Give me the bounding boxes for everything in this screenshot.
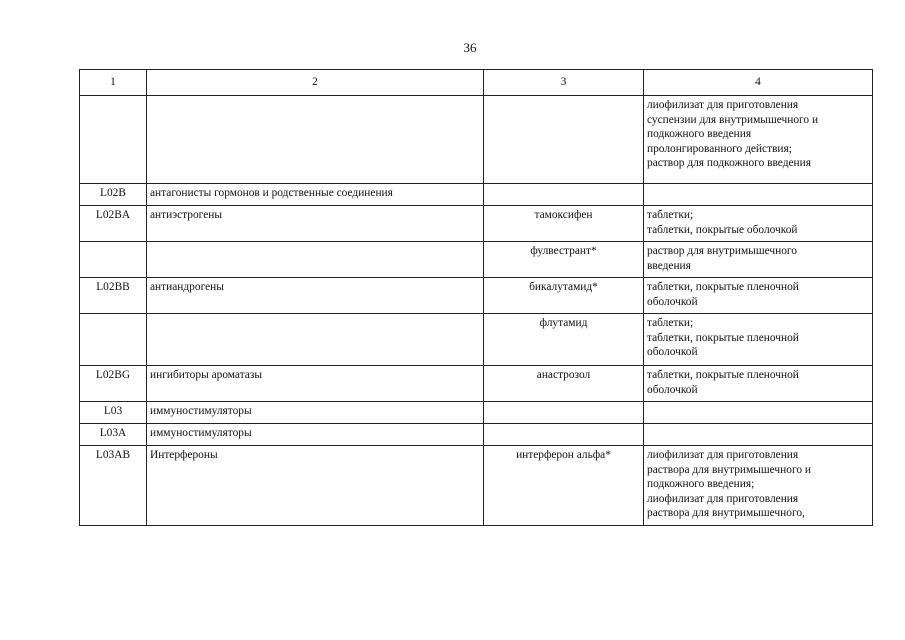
dosage-form-line: таблетки, покрытые пленочной bbox=[647, 331, 799, 344]
dosage-form-cell bbox=[644, 366, 873, 402]
header-cell-3: 3 bbox=[484, 70, 644, 96]
dosage-form-cell bbox=[644, 206, 873, 242]
table-row bbox=[80, 446, 873, 526]
dosage-form-cell bbox=[644, 242, 873, 278]
drug-name-cell: бикалутамид* bbox=[484, 278, 644, 314]
dosage-form-cell bbox=[644, 278, 873, 314]
group-name-cell bbox=[147, 242, 484, 278]
dosage-form-cell bbox=[644, 184, 873, 206]
group-name-cell: антиэстрогены bbox=[147, 206, 484, 242]
dosage-form-line: таблетки; bbox=[647, 209, 694, 221]
drug-name-cell: анастрозол bbox=[484, 366, 644, 402]
dosage-form-line: раствор для внутримышечного bbox=[647, 245, 797, 257]
drug-name-cell: флутамид bbox=[484, 314, 644, 366]
header-row bbox=[80, 70, 873, 96]
table-row bbox=[80, 314, 873, 366]
dosage-form-line: таблетки; bbox=[647, 317, 694, 329]
dosage-form-cell bbox=[644, 424, 873, 446]
dosage-form-line: раствора для внутримышечного, bbox=[647, 507, 805, 520]
group-name-cell bbox=[147, 314, 484, 366]
dosage-form-line: лиофилизат для приготовления bbox=[647, 492, 799, 505]
dosage-form-line: таблетки, покрытые пленочной bbox=[647, 281, 799, 293]
dosage-form-line: оболочкой bbox=[647, 383, 698, 396]
table-row bbox=[80, 424, 873, 446]
drug-name-cell bbox=[484, 424, 644, 446]
atc-code-cell: L03AB bbox=[80, 446, 147, 526]
dosage-form-cell bbox=[644, 314, 873, 366]
table-row bbox=[80, 184, 873, 206]
drug-name-cell: интерферон альфа* bbox=[484, 446, 644, 526]
dosage-form-line: раствора для внутримышечного и bbox=[647, 463, 811, 476]
drug-table bbox=[79, 69, 873, 526]
table-row bbox=[80, 242, 873, 278]
dosage-form-line: введения bbox=[647, 259, 691, 272]
dosage-form-line: суспензии для внутримышечного и bbox=[647, 113, 819, 126]
dosage-form-line: подкожного введения bbox=[647, 128, 752, 141]
group-name-cell: Интерфероны bbox=[147, 446, 484, 526]
dosage-form-line: раствор для подкожного введения bbox=[647, 157, 811, 170]
dosage-form-line: таблетки, покрытые пленочной bbox=[647, 369, 799, 381]
table-row bbox=[80, 366, 873, 402]
dosage-form-line: пролонгированного действия; bbox=[647, 142, 792, 155]
dosage-form-line: лиофилизат для приготовления bbox=[647, 99, 799, 111]
header-cell-4: 4 bbox=[644, 70, 873, 96]
atc-code-cell: L02BG bbox=[80, 366, 147, 402]
atc-code-cell bbox=[80, 242, 147, 278]
table-row bbox=[80, 278, 873, 314]
dosage-form-cell bbox=[644, 446, 873, 526]
group-name-cell: иммуностимуляторы bbox=[147, 402, 484, 424]
drug-name-cell bbox=[484, 402, 644, 424]
dosage-form-line: таблетки, покрытые оболочкой bbox=[647, 223, 798, 236]
dosage-form-line: оболочкой bbox=[647, 295, 698, 308]
table-row bbox=[80, 96, 873, 184]
dosage-form-cell bbox=[644, 402, 873, 424]
drug-name-cell bbox=[484, 184, 644, 206]
dosage-form-line: подкожного введения; bbox=[647, 478, 755, 491]
drug-name-cell: фулвестрант* bbox=[484, 242, 644, 278]
page-number: 36 bbox=[463, 40, 477, 55]
atc-code-cell: L02BB bbox=[80, 278, 147, 314]
atc-code-cell: L03 bbox=[80, 402, 147, 424]
atc-code-cell bbox=[80, 96, 147, 184]
group-name-cell bbox=[147, 96, 484, 184]
group-name-cell: антагонисты гормонов и родственные соединения bbox=[147, 184, 484, 206]
atc-code-cell: L02BA bbox=[80, 206, 147, 242]
drug-name-cell bbox=[484, 96, 644, 184]
group-name-cell: антиандрогены bbox=[147, 278, 484, 314]
dosage-form-line: оболочкой bbox=[647, 346, 698, 359]
atc-code-cell bbox=[80, 314, 147, 366]
group-name-cell: иммуностимуляторы bbox=[147, 424, 484, 446]
atc-code-cell: L03A bbox=[80, 424, 147, 446]
dosage-form-cell bbox=[644, 96, 873, 184]
atc-code-cell: L02B bbox=[80, 184, 147, 206]
drug-name-cell: тамоксифен bbox=[484, 206, 644, 242]
header-cell-2: 2 bbox=[147, 70, 484, 96]
group-name-cell: ингибиторы ароматазы bbox=[147, 366, 484, 402]
table-row bbox=[80, 402, 873, 424]
header-cell-1: 1 bbox=[80, 70, 147, 96]
table-row bbox=[80, 206, 873, 242]
dosage-form-line: лиофилизат для приготовления bbox=[647, 449, 799, 461]
